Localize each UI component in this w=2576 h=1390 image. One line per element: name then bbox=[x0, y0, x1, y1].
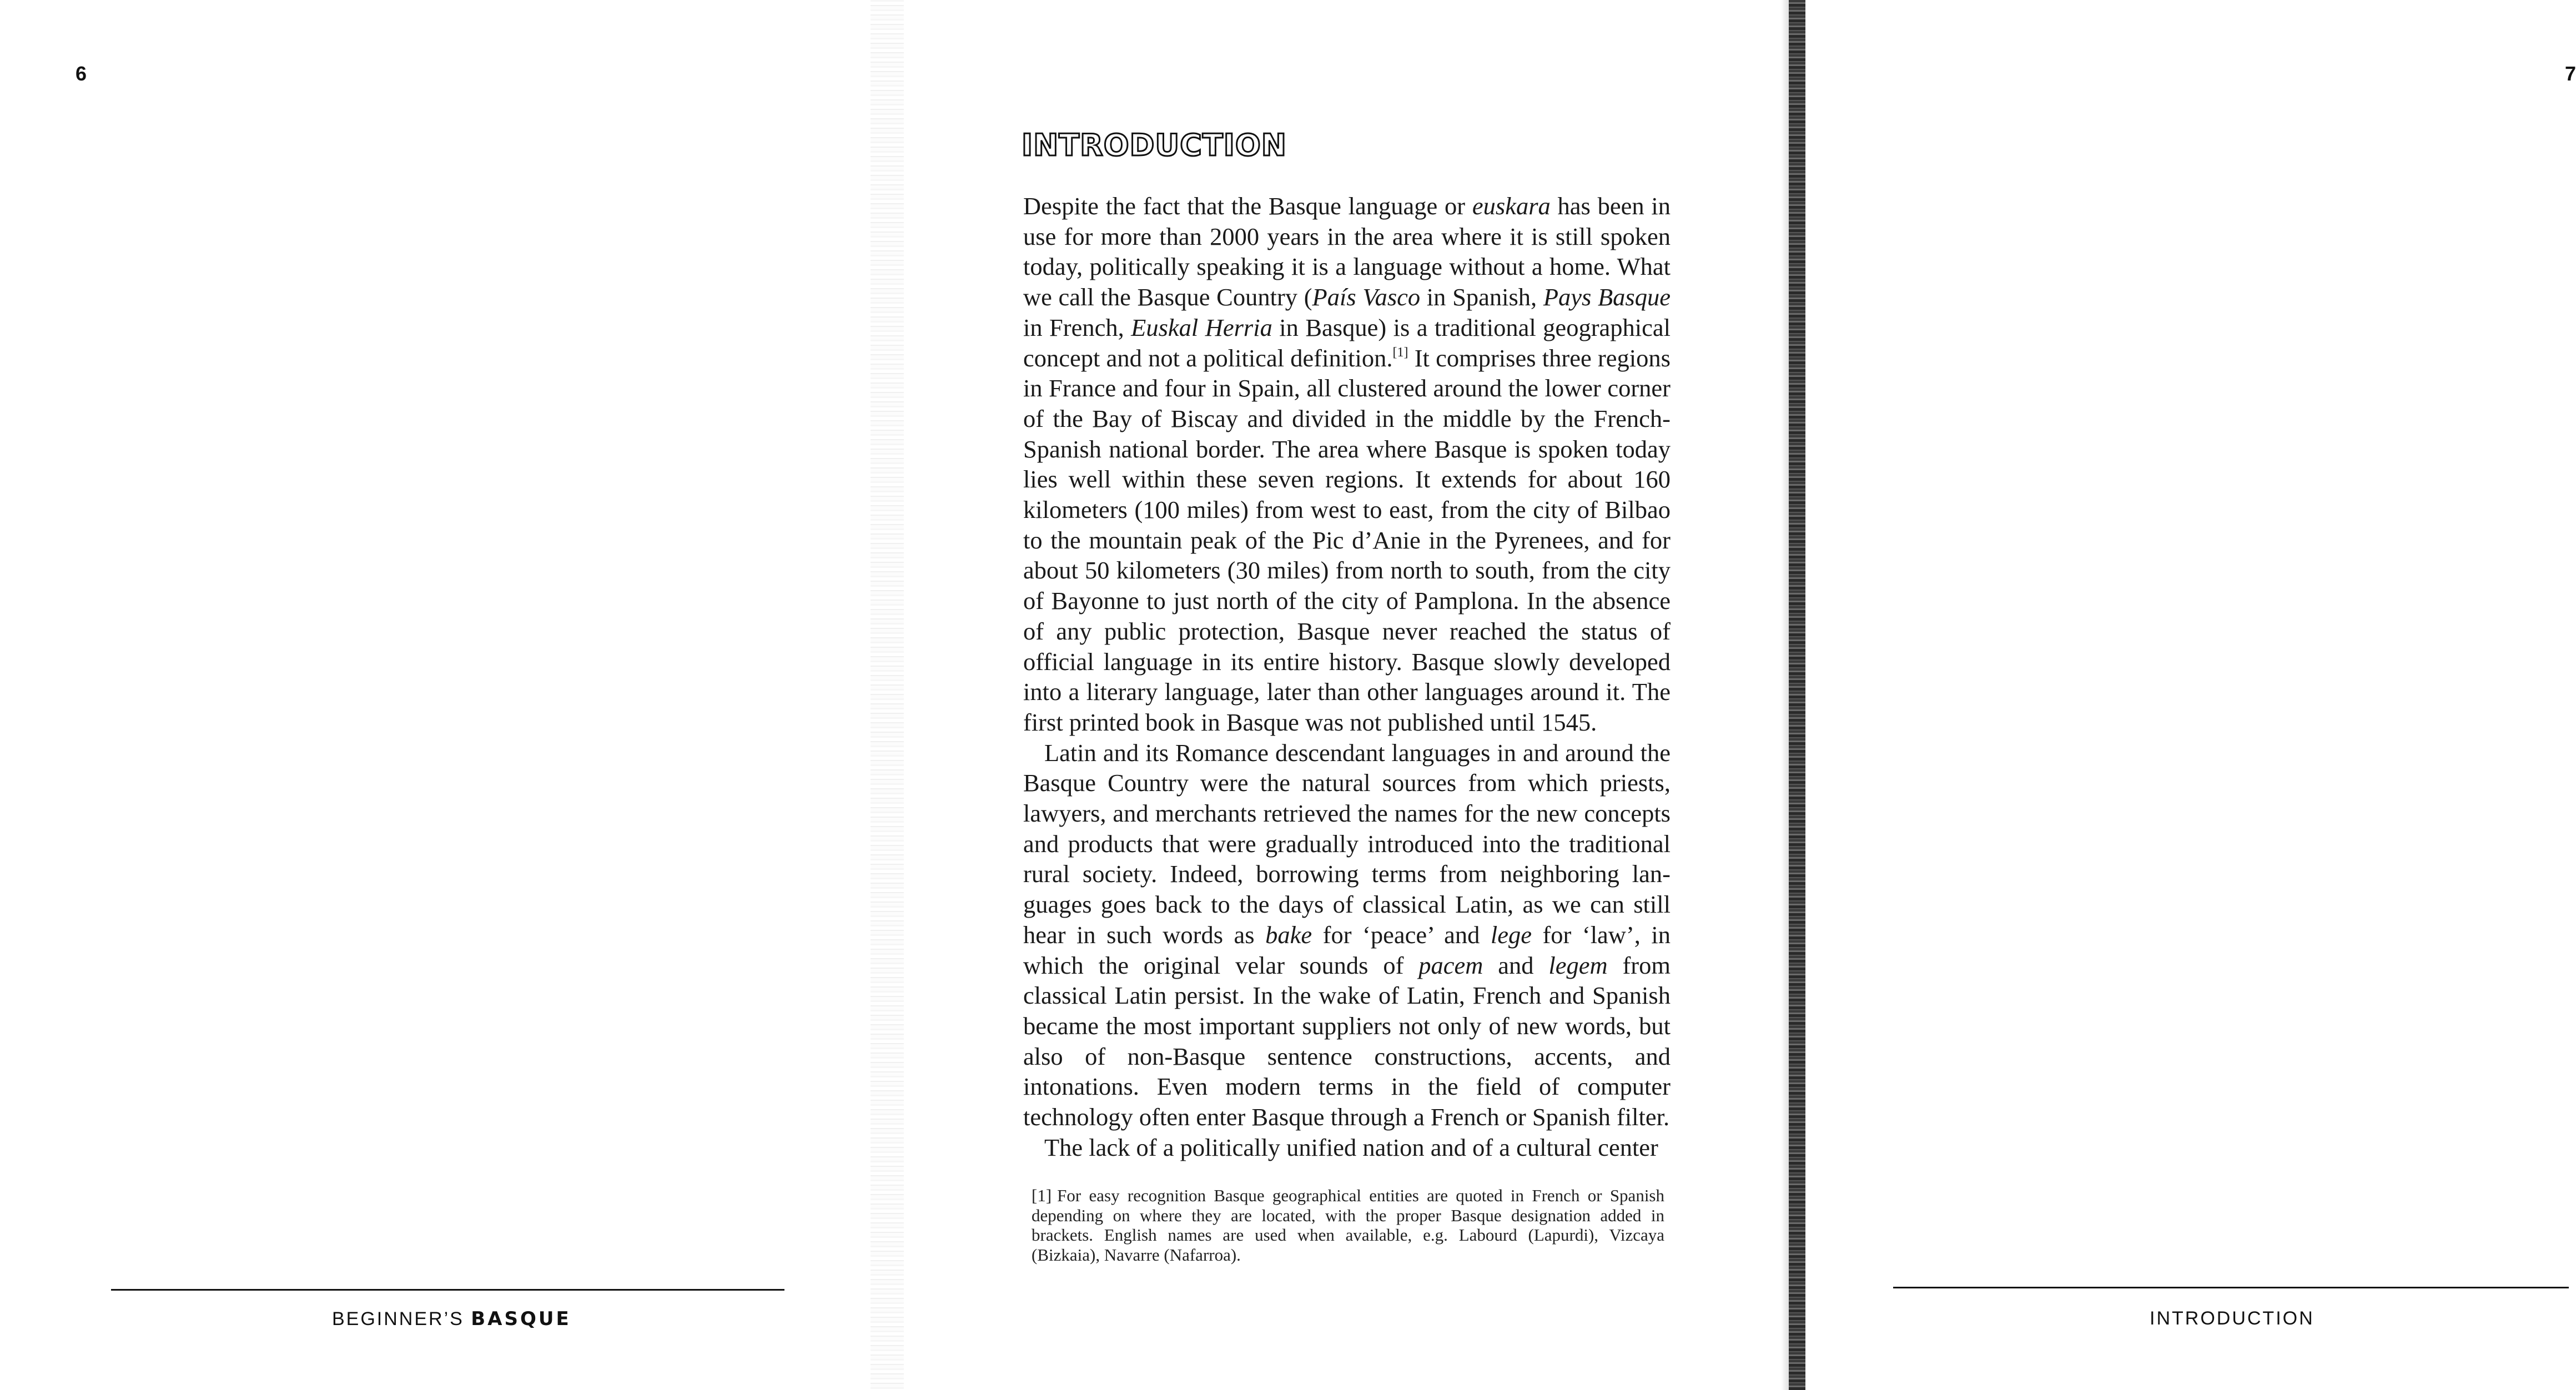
body-paragraph bbox=[1023, 191, 1671, 738]
body-paragraph bbox=[1023, 738, 1671, 1132]
text-run: from classical Latin persist. In the wake of Latin, French and Spanish became the most important suppliers not only of new words, but also of non-Basque sentence constructions, accents, and intonations. Even modern terms in the field of computer technology often enter Basque through a French or Spanish filter. bbox=[1023, 951, 1671, 1131]
running-foot-bold: BASQUE bbox=[471, 1308, 571, 1330]
page-number-left: 6 bbox=[76, 62, 87, 85]
body-paragraph bbox=[1023, 1132, 1671, 1163]
italic-term: Pays Basque bbox=[1543, 283, 1671, 311]
text-run: It comprises three regions in France and four in Spain, all clustered around the lower corner of the Bay of Biscay and divided in the middle by the French-Spanish national border. The area where Basque is spoken today lies well within these seven regions. It extends for about 160 kilometers (100 miles) from west to east, from the city of Bilbao to the mountain peak of the Pic d’Anie in the Pyrenees, and for about 50 kilometers (30 miles) from north to south, from the city of Bayonne to just north of the city of Pamplona. In the absence of any public protection, Basque never reached the status of official language in its entire history. Basque slowly developed into a literary language, later than other languages around it. The first printed book in Basque was not published until 1545. bbox=[1023, 344, 1671, 736]
footnote-reference: [1] bbox=[1392, 345, 1408, 360]
text-run: Latin and its Romance descendant languages in and around the Basque Country were the natural sources from which priests, lawyers, and merchants retrieved the names for the new concepts and products that were gradually introduced into the traditional rural society. Indeed, borrowing terms from neighboring languages goes back to the days of classical Latin, as we can still hear in such words as bbox=[1023, 738, 1671, 949]
running-foot-left bbox=[332, 1308, 571, 1330]
page-edge-shadow bbox=[1781, 0, 1789, 1390]
running-foot-regular: BEGINNER’S bbox=[332, 1308, 471, 1329]
italic-term: País Vasco bbox=[1312, 283, 1421, 311]
italic-term: legem bbox=[1548, 951, 1608, 979]
book-edge-strip bbox=[1789, 0, 1805, 1390]
body-text bbox=[1023, 191, 1671, 1163]
italic-term: lege bbox=[1490, 920, 1532, 949]
text-run: in Spanish, bbox=[1420, 283, 1543, 311]
left-page bbox=[0, 0, 883, 1390]
chapter-title: INTRODUCTION bbox=[1022, 128, 1287, 163]
page-number-right: 7 bbox=[2565, 62, 2576, 85]
footer-rule-right bbox=[1893, 1287, 2569, 1288]
text-run: and bbox=[1483, 951, 1549, 979]
italic-term: euskara bbox=[1472, 192, 1551, 220]
footer-rule-left bbox=[111, 1289, 784, 1291]
running-foot-right: INTRODUCTION bbox=[2150, 1308, 2315, 1329]
text-run: for ‘law’, in which the original velar sounds of bbox=[1023, 920, 1671, 979]
text-run: The lack of a politically unified nation and of a cultural center bbox=[1044, 1133, 1658, 1161]
text-run: in French, bbox=[1023, 313, 1131, 341]
footnote-marker: [1] bbox=[1032, 1186, 1052, 1205]
text-run: Despite the fact that the Basque language or bbox=[1023, 192, 1472, 220]
text-run: has been in use for more than 2000 years in the area where it is still spoken today, politically speaking it is a language without a home. What we call the Basque Country ( bbox=[1023, 192, 1671, 311]
text-run: in Basque) is a traditional geographical concept and not a political definition. bbox=[1023, 313, 1671, 372]
italic-term: pacem bbox=[1418, 951, 1483, 979]
italic-term: Euskal Herria bbox=[1131, 313, 1272, 341]
text-run: for ‘peace’ and bbox=[1312, 920, 1491, 949]
italic-term: bake bbox=[1265, 920, 1312, 949]
footnote bbox=[1032, 1186, 1664, 1265]
footnote-text: For easy recognition Basque geographical entities are quoted in French or Spanish depending on where they are located, with the proper Basque designation added in brackets. English names are used when available, e.g. Labourd (Lapurdi), Vizcaya (Bizkaia), Navarre (Nafarroa). bbox=[1032, 1186, 1664, 1265]
